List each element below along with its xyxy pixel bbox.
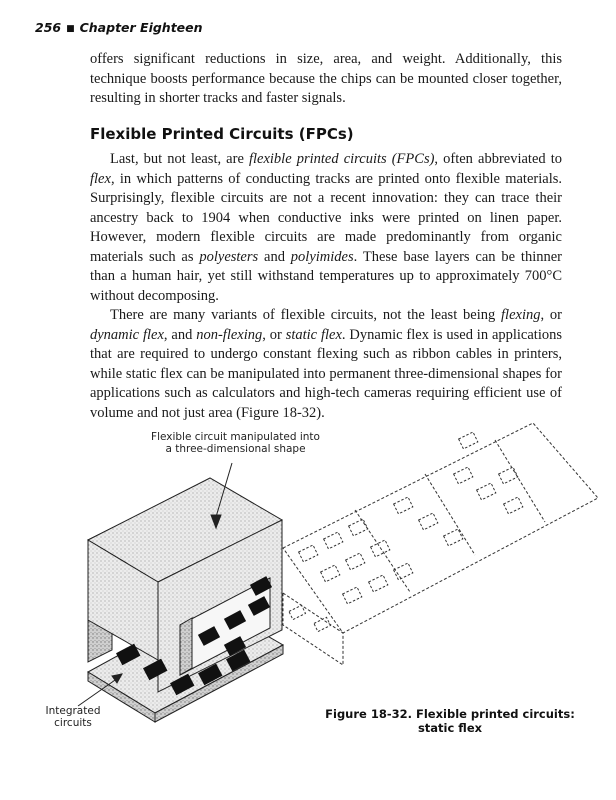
callout-flex-shape-line2: a three-dimensional shape <box>165 443 306 455</box>
paragraph-1-text: offers significant reductions in size, area, and weight. Additionally, this technique boosts performance because the chips can be mounted closer together, resulting in shorter tracks and faster signals. <box>90 51 562 106</box>
callout-integrated-circuits <box>38 705 108 729</box>
figure-caption <box>300 707 600 735</box>
paragraph-3-text: There are many variants of flexible circuits, not the least being flexing, or dynamic flex, and non-flexing, or static flex. Dynamic flex is used in applications that are required to undergo constant flexing such as ribbon cables in printers, while static flex can be manipulated into permanent three-dimensional shapes for applications such as calculators and high-tech cameras requiring efficient use of volume and not just area (Figure 18-32). <box>90 307 563 421</box>
callout-flex-shape <box>148 431 323 455</box>
header-separator: ■ <box>66 24 75 34</box>
figure-caption-line1: Figure 18-32. Flexible printed circuits: <box>325 707 575 721</box>
chapter-title: Chapter Eighteen <box>79 20 203 35</box>
page-number: 256 <box>35 20 62 35</box>
callout-ic-line1: Integrated <box>45 705 101 717</box>
flattened-flex-outline <box>283 423 598 665</box>
section-heading: Flexible Printed Circuits (FPCs) <box>90 125 354 143</box>
figure-caption-line2: static flex <box>417 721 483 735</box>
callout-flex-shape-line1: Flexible circuit manipulated into <box>151 431 320 443</box>
flattened-flex-chip-outlines <box>289 432 523 632</box>
paragraph-2-text: Last, but not least, are flexible printed circuits (FPCs), often abbreviated to flex, in which patterns of conducting tracks are printed onto flexible materials. Surprisingly, flexible circuits are not a recent innovation: they can trace their ancestry back to 1904 when conductive inks were printed on linen paper. However, modern flexible circuits are made predominantly from organic materials such as polyesters and polyimides. These base layers can be thinner than a human hair, yet still withstand temperatures up to approximately 700°C without decomposing. <box>90 151 562 304</box>
callout-ic-line2: circuits <box>54 717 92 729</box>
